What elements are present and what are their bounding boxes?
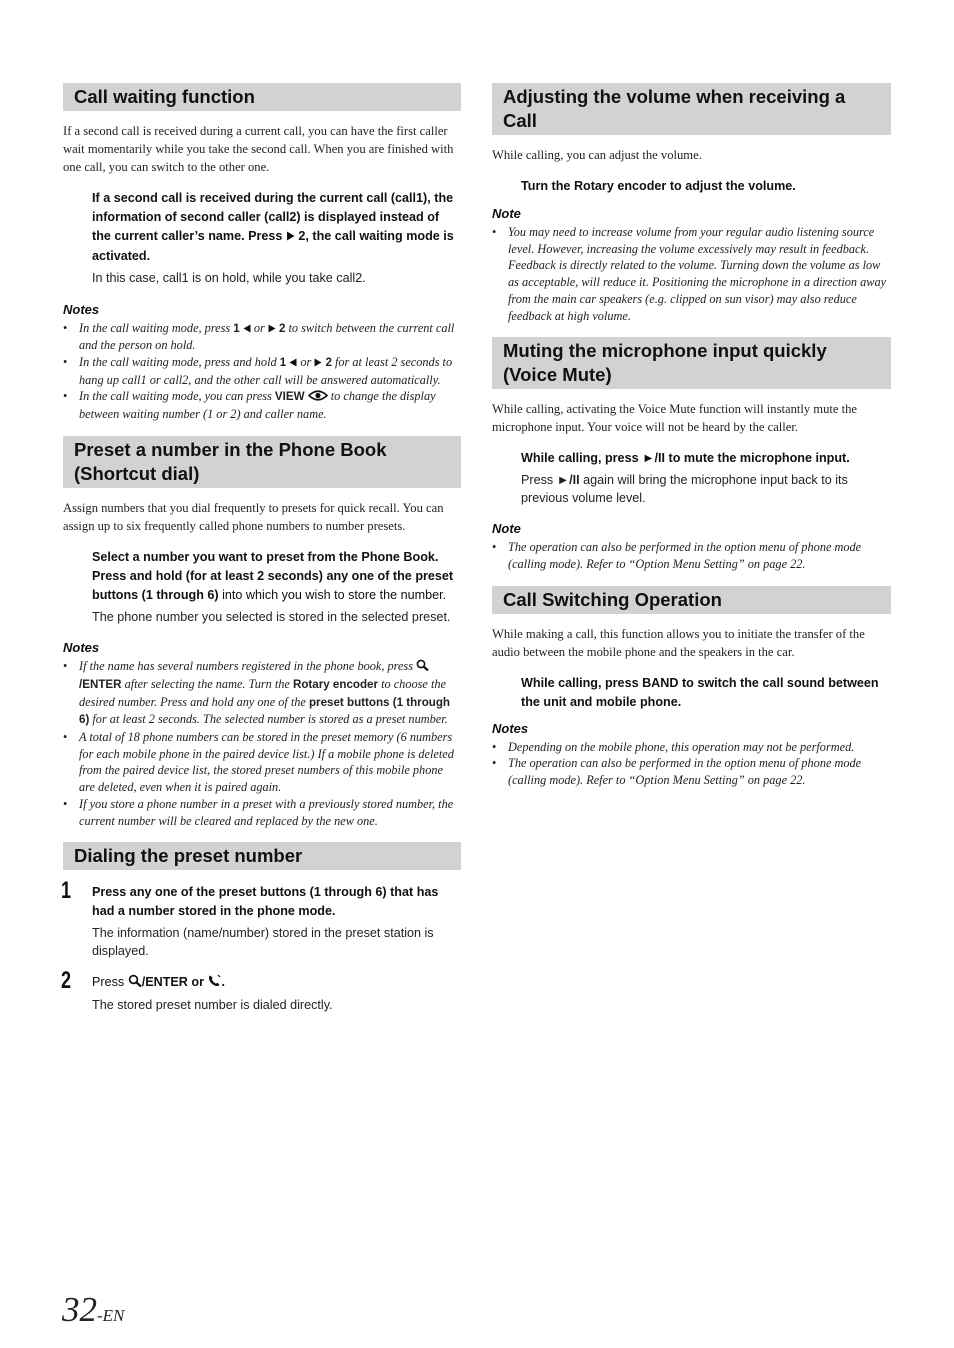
key-label: 1 (279, 355, 287, 369)
magnifier-icon (416, 659, 429, 676)
magnifier-icon (128, 974, 142, 993)
left-column (63, 83, 461, 1028)
switching-section (492, 586, 891, 789)
call-waiting-notes-heading: Notes (63, 301, 100, 317)
volume-notes (492, 224, 891, 324)
step-2-result: The stored preset number is dialed directly. (92, 998, 333, 1013)
key-label: 1 (233, 321, 240, 335)
instruction-text: Select a number you want to preset from the Phone Book. Press and hold (for at least 2 seconds) any one of the (92, 549, 439, 583)
page-number-value: 32 (62, 1290, 97, 1329)
preset-result: The phone number you selected is stored in the selected preset. (92, 609, 451, 624)
list-item: • The operation can also be performed in the option menu of phone mode (calling mode). Refer to “Option Menu Setting” on page 22. (492, 755, 891, 788)
switching-notes-heading: Notes (492, 720, 529, 736)
mute-result (521, 472, 891, 507)
note-text: for at least 2 seconds. The selected number is stored as a preset number. (89, 712, 448, 727)
preset-heading: Preset a number in the Phone Book (Shortcut dial) (63, 436, 461, 488)
volume-intro: While calling, you can adjust the volume. (492, 148, 702, 162)
note-text: In the call waiting mode, press (79, 320, 234, 335)
list-item: • A total of 18 phone numbers can be stored in the preset memory (6 numbers for each mobile phone in the paired device list.) If a mobile phone is deleted from the paired device list, the stored preset numbers of this mobile phone are deleted, even when it is paired again. (63, 729, 461, 796)
step-2 (61, 967, 461, 1015)
triangle-right-icon (286, 228, 295, 247)
call-waiting-notes (63, 320, 461, 423)
key-label: VIEW (274, 390, 305, 404)
instruction-text: While calling, press (521, 675, 643, 690)
preset-notes (63, 658, 461, 829)
list-item: • If you store a phone number in a preset with a previously stored number, the current number will be cleared and replaced by the new one. (63, 796, 461, 829)
key-label: 2 (278, 321, 286, 335)
list-item (63, 354, 461, 388)
call-waiting-section (63, 83, 461, 423)
result-text: Press (521, 473, 557, 488)
preset-section (63, 436, 461, 830)
step-2-instruction (92, 973, 461, 993)
list-item (63, 320, 461, 354)
triangle-right-icon (314, 355, 322, 372)
instruction-text: to adjust the volume. (666, 179, 796, 193)
triangle-right-icon (268, 321, 276, 338)
switching-heading: Call Switching Operation (492, 586, 891, 614)
instruction-text: to switch the call sound between the unit and mobile phone. (521, 675, 879, 709)
volume-instruction (521, 177, 891, 196)
step-1-instruction (92, 883, 461, 921)
mute-notes (492, 539, 891, 572)
switching-notes (492, 739, 891, 789)
instruction-text: Press (92, 975, 128, 990)
note-text: In the call waiting mode, you can press (79, 389, 275, 404)
list-item: • You may need to increase volume from your regular audio listening source level. However, increasing the volume excessively may result in feedback. Feedback is directly related to the volume. Turning down the volume as low as acceptable, will reduce it. Positioning the microphone in a direction away from the main car speakers (e.g. clipped on sun visor) may also reduce feedback at high volume. (492, 224, 891, 324)
volume-section (492, 83, 891, 324)
play-pause-label: ►/II (556, 473, 580, 488)
dialing-heading: Dialing the preset number (63, 842, 461, 870)
call-waiting-instruction-suffix: , the call waiting mode is activated. (92, 229, 454, 263)
call-waiting-instruction-key: 2 (298, 229, 306, 243)
note-text: after selecting the name. Turn the (124, 676, 293, 691)
phone-handset-icon (207, 974, 221, 993)
dialing-section (63, 842, 461, 1015)
key-label: /ENTER (141, 975, 188, 990)
note-text: to choose the desired number. Press and hold any one of the (79, 676, 446, 709)
key-label: preset buttons (1 through 6) (79, 695, 451, 727)
instruction-text: Press any one of the (92, 885, 219, 900)
page-number-suffix: -EN (97, 1306, 125, 1325)
triangle-left-icon (243, 321, 251, 338)
switching-instruction (521, 674, 891, 712)
call-waiting-instruction (92, 189, 461, 266)
mute-intro: While calling, activating the Voice Mute function will instantly mute the microphone input. Your voice will not be heard by the caller. (492, 402, 858, 435)
key-label: /ENTER (79, 677, 122, 691)
preset-intro: Assign numbers that you dial frequently to presets for quick recall. You can assign up to six frequently called phone numbers to number presets. (63, 500, 444, 533)
note-text: to change the display between waiting number (1 or 2) and caller name. (79, 389, 436, 422)
step-number: 2 (61, 967, 72, 995)
list-item: • The operation can also be performed in the option menu of phone mode (calling mode). Refer to “Option Menu Setting” on page 22. (492, 539, 891, 572)
note-text: to switch between the current call and the person on hold. (79, 320, 455, 353)
instruction-text: to mute the microphone input. (665, 451, 850, 466)
instruction-text: or (187, 975, 208, 990)
instruction-text: into which you wish to store the number. (218, 587, 447, 602)
note-text: or (250, 320, 268, 335)
right-column (492, 83, 891, 802)
step-1-result: The information (name/number) stored in the preset station is displayed. (92, 926, 434, 958)
call-waiting-heading: Call waiting function (63, 83, 461, 111)
switching-intro: While making a call, this function allows you to initiate the transfer of the audio between the mobile phone and the speakers in the car. (492, 626, 865, 659)
eye-icon (308, 389, 328, 406)
note-text: In the call waiting mode, press and hold (79, 354, 280, 369)
key-label: preset buttons (1 through 6) (92, 568, 454, 602)
note-text: If the name has several numbers registered in the phone book, press (79, 659, 417, 674)
instruction-text: Turn the (521, 179, 574, 193)
mute-instruction (521, 449, 891, 468)
list-item (63, 658, 461, 729)
mute-section (492, 337, 891, 572)
call-waiting-instruction-prefix: If a second call is received during the current call (call1), the information of second caller (call2) is displayed instead of the current caller’s name. Press (92, 191, 454, 243)
note-text: for at least 2 seconds to hang up call1 or call2, and the other call will be answered automatically. (79, 354, 453, 387)
list-item (63, 388, 461, 422)
key-label: preset buttons (1 through 6) (218, 885, 387, 900)
instruction-text: While calling, press (521, 451, 643, 466)
call-waiting-result: In this case, call1 is on hold, while you take call2. (92, 271, 366, 285)
play-pause-label: ►/II (642, 451, 666, 466)
volume-heading: Adjusting the volume when receiving a Call (492, 83, 891, 135)
mute-note-heading: Note (492, 521, 521, 537)
note-text: or (297, 354, 315, 369)
volume-note-heading: Note (492, 206, 521, 221)
key-label: 2 (325, 355, 332, 369)
instruction-text: . (221, 975, 225, 990)
step-1 (61, 877, 461, 960)
key-label: Rotary encoder (573, 179, 667, 193)
key-label: Rotary encoder (292, 677, 379, 691)
result-text: again will bring the microphone input back to its previous volume level. (521, 473, 848, 505)
instruction-text: that has had a number stored in the phone mode. (92, 885, 439, 919)
call-waiting-intro: If a second call is received during a current call, you can have the first caller wait momentarily while you take the second call. When you are finished with one call, you can switch to the other one. (63, 124, 454, 174)
mute-heading: Muting the microphone input quickly (Voice Mute) (492, 337, 891, 389)
preset-instruction (92, 548, 461, 605)
preset-notes-heading: Notes (63, 640, 100, 656)
step-number: 1 (61, 877, 72, 905)
list-item: • Depending on the mobile phone, this operation may not be performed. (492, 739, 891, 756)
key-label: BAND (642, 675, 679, 690)
page-number (62, 1290, 124, 1330)
